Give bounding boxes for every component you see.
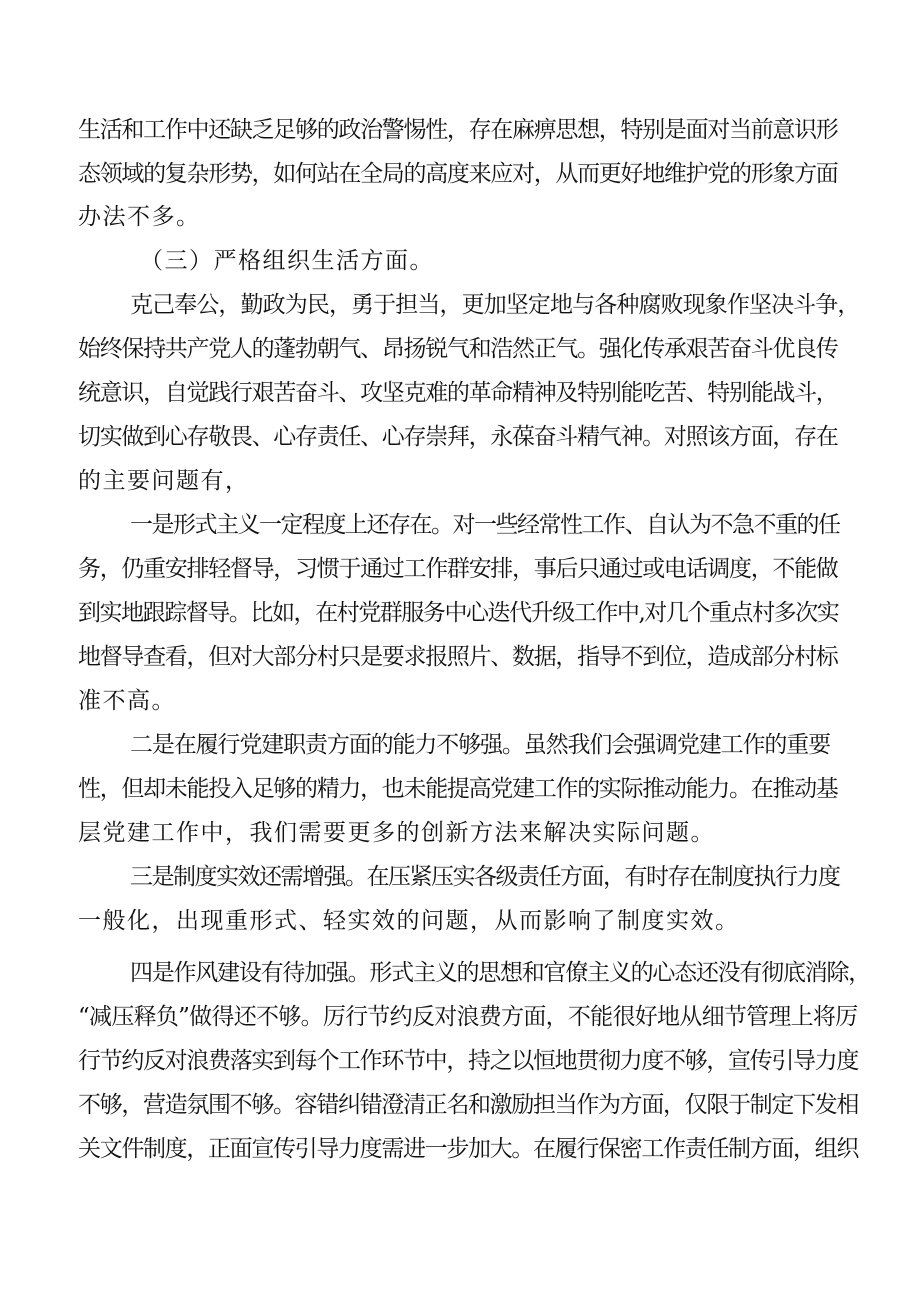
text-line: 办法不多。 <box>78 204 201 230</box>
text-line: 二是在履行党建职责方面的能力不够强。虽然我们会强调党建工作的重要 <box>130 732 830 758</box>
text-line: 关文件制度，正面宣传引导力度需进一步加大。在履行保密工作责任制方面，组织 <box>78 1136 859 1162</box>
text-line: 统意识，自觉践行艰苦奋斗、攻坚克难的革命精神及特别能吃苦、特别能战斗， <box>78 380 838 406</box>
text-line: 不够，营造氛围不够。容错纠错澄清正名和激励担当作为方面，仅限于制定下发相 <box>78 1092 859 1118</box>
text-line: 行节约反对浪费落实到每个工作环节中，持之以恒地贯彻力度不够，宣传引导力度 <box>78 1048 859 1074</box>
section-heading: （三）严格组织生活方面。 <box>140 248 434 274</box>
text-line: 克己奉公，勤政为民，勇于担当，更加坚定地与各种腐败现象作坚决斗争， <box>130 292 860 318</box>
text-line: 到实地跟踪督导。比如，在村党群服务中心迭代升级工作中,对几个重点村多次实 <box>78 600 839 626</box>
text-line: 地督导查看，但对大部分村只是要求报照片、数据，指导不到位，造成部分村标 <box>78 644 838 670</box>
text-line: 务，仍重安排轻督导，习惯于通过工作群安排，事后只通过或电话调度，不能做 <box>78 556 838 582</box>
text-line: 切实做到心存敬畏、心存责任、心存崇拜，永葆奋斗精气神。对照该方面，存在 <box>78 424 838 450</box>
text-line: 态领域的复杂形势，如何站在全局的高度来应对，从而更好地维护党的形象方面 <box>78 161 838 187</box>
text-line: 层党建工作中，我们需要更多的创新方法来解决实际问题。 <box>78 820 715 846</box>
text-line: 一是形式主义一定程度上还存在。对一些经常性工作、自认为不急不重的任 <box>130 512 840 538</box>
text-line: 三是制度实效还需增强。在压紧压实各级责任方面，有时存在制度执行力度 <box>130 864 840 890</box>
text-line: 始终保持共产党人的蓬勃朝气、昂扬锐气和浩然正气。强化传承艰苦奋斗优良传 <box>78 336 838 362</box>
text-line: 性，但却未能投入足够的精力，也未能提高党建工作的实际推动能力。在推动基 <box>78 776 838 802</box>
text-line: 一般化，出现重形式、轻实效的问题，从而影响了制度实效。 <box>78 908 740 934</box>
text-line: 准不高。 <box>78 688 176 714</box>
text-line: 四是作风建设有待加强。形式主义的思想和官僚主义的心态还没有彻底消除， <box>130 960 871 986</box>
text-line: 的主要问题有， <box>78 468 250 494</box>
text-line: “减压释负”做得还不够。厉行节约反对浪费方面，不能很好地从细节管理上将厉 <box>78 1004 858 1030</box>
text-line: 生活和工作中还缺乏足够的政治警惕性，存在麻痹思想，特别是面对当前意识形 <box>78 117 838 143</box>
